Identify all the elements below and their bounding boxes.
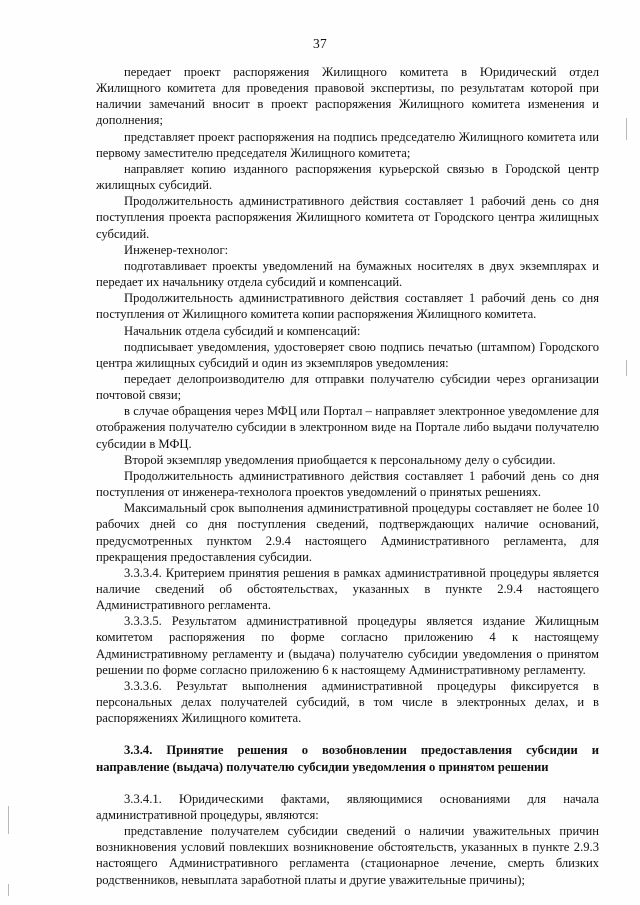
paragraph: Инженер-технолог:	[124, 242, 229, 257]
paragraph: Второй экземпляр уведомления приобщается к персональному делу о субсидии.	[124, 452, 556, 467]
page-number: 37	[312, 36, 328, 51]
paragraph: 3.3.4.1. Юридическими фактами, являющимися основаниями для начала административной процедуры, являются:	[96, 791, 599, 822]
paragraph: подписывает уведомления, удостоверяет свою подпись печатью (штампом) Городского центра жилищных субсидий и один из экземпляров уведомления:	[96, 339, 599, 370]
paragraph: Продолжительность административного действия составляет 1 рабочий день со дня поступления от инженера-технолога проектов уведомлений о принятых решениях.	[96, 468, 599, 500]
paragraph: 3.3.3.6. Результат выполнения административной процедуры фиксируется в персональных делах получателей субсидий, в том числе в электронных делах, и в распоряжениях Жилищного комитета.	[96, 678, 599, 726]
scan-margin-mark	[626, 118, 627, 140]
paragraph: представление получателем субсидии сведений о наличии уважительных причин возникновения условий повлекших возникновение обстоятельств, указанных в пункте 2.9.3 настоящего Административного регламента (стационарное лечение, смерть близких родственников, невыплата заработной платы и другие уважительные причины);	[96, 824, 599, 887]
paragraph: 3.3.3.5. Результатом административной процедуры является издание Жилищным комитетом распоряжения по форме согласно приложению 4 к настоящему Административному регламенту и (выдача) получателю субсидии уведомления о принятом решении по форме согласно приложению 6 к настоящему Административному регламенту.	[96, 614, 599, 677]
scan-margin-mark	[8, 806, 9, 834]
scan-margin-mark	[626, 360, 627, 376]
paragraph: передает проект распоряжения Жилищного комитета в Юридический отдел Жилищного комитета для проведения правовой экспертизы, по результатам которой при наличии замечаний вносит в проект распоряжения Жилищного комитета изменения и дополнения;	[96, 65, 599, 128]
paragraph: представляет проект распоряжения на подпись председателю Жилищного комитета или первому заместителю председателя Жилищного комитета;	[96, 129, 599, 160]
paragraph: передает делопроизводителю для отправки получателю субсидии через организации почтовой связи;	[96, 371, 599, 403]
scan-margin-mark	[8, 884, 9, 896]
paragraph: Начальник отдела субсидий и компенсаций:	[124, 323, 361, 338]
paragraph: подготавливает проекты уведомлений на бумажных носителях в двух экземплярах и передает их начальнику отдела субсидий и компенсаций.	[96, 258, 599, 290]
paragraph: Максимальный срок выполнения административной процедуры составляет не более 10 рабочих дней со дня поступления сведений, подтверждающих наличие оснований, предусмотренных пунктом 2.9.4 настоящего Административного регламента, для прекращения предоставления субсидии.	[96, 501, 599, 564]
document-body	[96, 64, 599, 888]
section-heading: 3.3.4. Принятие решения о возобновлении предоставления субсидии и направление (выдача) получателю субсидии уведомления о принятом решении	[96, 743, 599, 774]
paragraph: в случае обращения через МФЦ или Портал – направляет электронное уведомление для отображения получателю субсидии в электронном виде на Портале либо выдачи получателю субсидии в МФЦ.	[96, 404, 599, 451]
paragraph: Продолжительность административного действия составляет 1 рабочий день со дня поступления проекта распоряжения Жилищного комитета от Городского центра жилищных субсидий.	[96, 194, 599, 241]
paragraph: 3.3.3.4. Критерием принятия решения в рамках административной процедуры является наличие сведений об обстоятельствах, указанных в пункте 2.9.4 настоящего Административного регламента.	[96, 565, 599, 613]
paragraph: направляет копию изданного распоряжения курьерской связью в Городской центр жилищных субсидий.	[96, 161, 599, 193]
paragraph: Продолжительность административного действия составляет 1 рабочий день со дня поступления от Жилищного комитета копии распоряжения Жилищного комитета.	[96, 291, 599, 322]
